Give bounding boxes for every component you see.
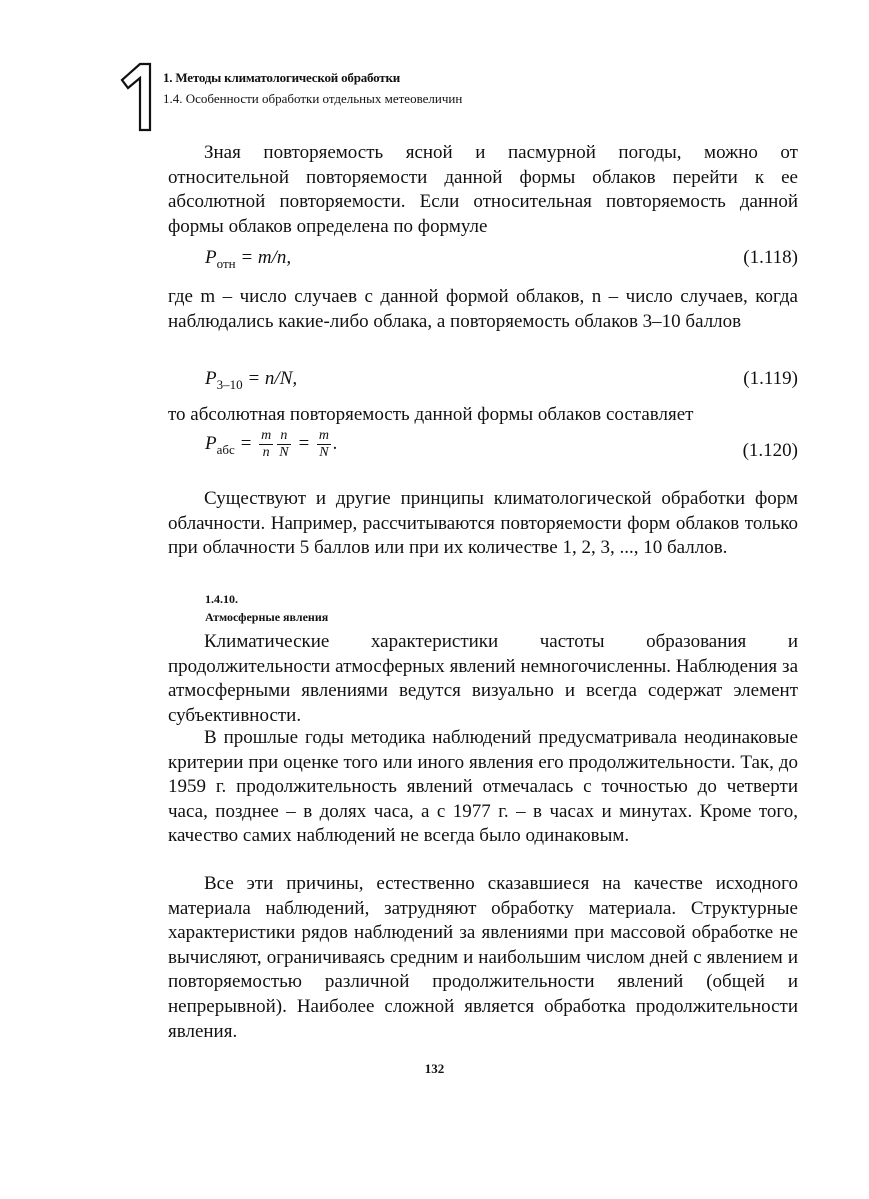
- formula-1-120: $P_{абс}$ = $\frac{m}{n}$ $\frac{n}{N}$ = $\frac{m}{N}$ .: [205, 428, 338, 460]
- running-header-chapter: 1. Методы климатологической обработки: [163, 70, 401, 85]
- fraction-m-over-n: $\frac{m}{n}$: [261, 428, 272, 460]
- paragraph-2: где m – число случаев с данной формой облаков, n – число случаев, когда наблюдались какие-либо облака, а повторяемость облаков 3–10 баллов: [168, 286, 798, 332]
- page-number: 132: [424, 1061, 445, 1076]
- paragraph-3: то абсолютная повторяемость данной формы облаков составляет: [168, 404, 694, 425]
- fraction-m-over-N: $\frac{m}{N}$: [318, 428, 330, 460]
- equation-number-1-118: (1.118): [743, 247, 798, 268]
- paragraph-7: Все эти причины, естественно сказавшиеся на качестве исходного материала наблюдений, затрудняют обработку материала. Структурные характеристики рядов наблюдений за явлениями при массовой обработке не вычисляют, ограничиваясь средним и наибольшим числом дней с явлением и повторяемостью различной продолжительности явлений (общей и непрерывной). Наиболее сложной является обработка продолжительности явления.: [168, 873, 798, 1042]
- formula-1-118: $P_{отн} = m/n$,: [205, 247, 292, 271]
- equation-number-1-119: (1.119): [743, 368, 798, 389]
- chapter-number-glyph: [118, 60, 158, 134]
- paragraph-1: Зная повторяемость ясной и пасмурной погоды, можно от относительной повторяемости данной формы облаков перейти к ее абсолютной повторяемости. Если относительная повторяемость данной формы облаков определена по формуле: [168, 142, 798, 237]
- formula-1-119: $P_{3-10} = n/N$,: [205, 368, 298, 392]
- equation-number-1-120: (1.120): [742, 440, 798, 461]
- paragraph-4: Существуют и другие принципы климатологической обработки форм облачности. Например, рассчитываются повторяемости форм облаков только при облачности 5 баллов или при их количестве 1, 2, 3, ..., 10 баллов.: [168, 488, 798, 559]
- section-number: 1.4.10.: [205, 592, 238, 606]
- running-header-section: 1.4. Особенности обработки отдельных метеовеличин: [163, 91, 463, 106]
- fraction-n-over-N: $\frac{n}{N}$: [279, 428, 289, 460]
- paragraph-6: В прошлые годы методика наблюдений предусматривала неодинаковые критерии при оценке того или иного явления его продолжительности. Так, до 1959 г. продолжительность явлений отмечалась с точностью до четверти часа, позднее – в долях часа, а с 1977 г. – в часах и минутах. Кроме того, качество самих наблюдений не всегда было одинаковым.: [168, 727, 798, 847]
- paragraph-5: Климатические характеристики частоты образования и продолжительности атмосферных явлений немногочисленны. Наблюдения за атмосферными явлениями ведутся визуально и всегда содержат элемент субъективности.: [168, 631, 798, 726]
- section-title: Атмосферные явления: [205, 610, 329, 624]
